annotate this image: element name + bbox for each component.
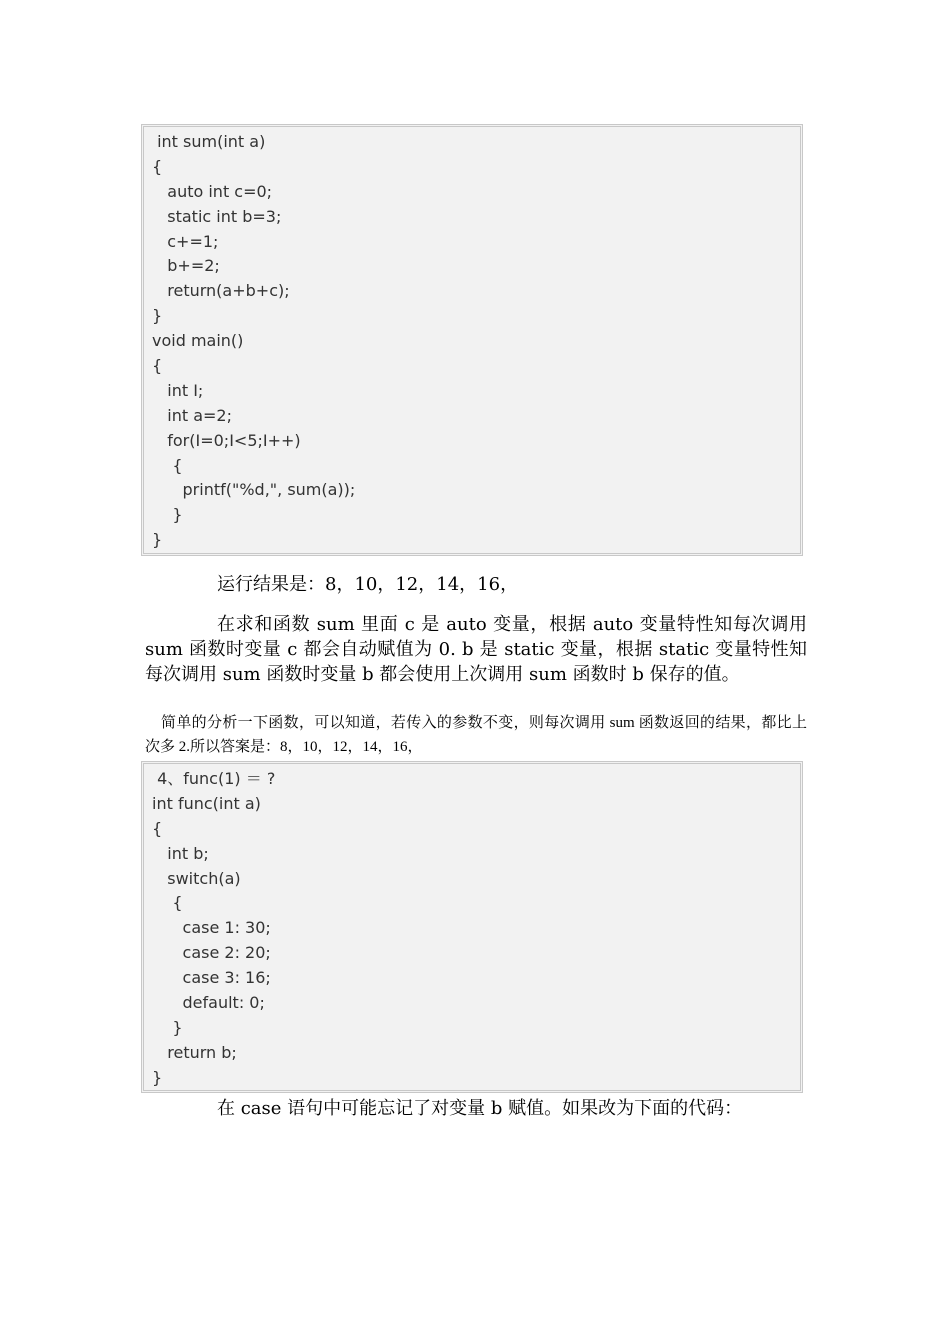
explanation-paragraph-summary: 简单的分析一下函数，可以知道，若传入的参数不变，则每次调用 sum 函数返回的结果，都比上次多 2.所以答案是：8，10，12，14，16， — [145, 715, 807, 755]
code-line: } — [152, 505, 183, 525]
code-line: } — [152, 1017, 183, 1037]
explanation-paragraph-auto-static: 在求和函数 sum 里面 c 是 auto 变量，根据 auto 变量特性知每次调用 sum 函数时变量 c 都会自动赋值为 0. b 是 static 变量，根据 static 变量特性知每次调用 sum 函数时变量 b 都会使用上次调用 sum 函数时 b 保存的值。 — [145, 614, 807, 685]
code-line: { — [152, 455, 183, 475]
code-line: static int b=3; — [152, 206, 282, 226]
code-line: auto int c=0; — [152, 181, 273, 201]
code-line: 4、func(1) ＝ ? — [152, 769, 276, 788]
code-line: case 1: 30; — [152, 918, 271, 938]
code-line: default: 0; — [152, 993, 265, 1013]
code-line: case 3: 16; — [152, 968, 271, 988]
code-line: return(a+b+c); — [152, 281, 290, 301]
code-line: int I; — [152, 380, 204, 400]
code-line: } — [152, 530, 163, 550]
code-line: b+=2; — [152, 256, 220, 276]
code-block-sum — [141, 124, 803, 556]
code-line: void main() — [152, 331, 244, 351]
code-line: { — [152, 156, 163, 176]
code-line: } — [152, 306, 163, 326]
result-paragraph: 运行结果是：8，10，12，14，16， — [217, 574, 519, 595]
code-line: } — [152, 1067, 163, 1087]
code-line: switch(a) — [152, 868, 241, 888]
code-line: int a=2; — [152, 405, 232, 425]
code-line: for(I=0;I<5;I++) — [152, 430, 301, 450]
code-line: { — [152, 818, 163, 838]
code-line: return b; — [152, 1042, 237, 1062]
code-line: { — [152, 356, 163, 376]
code-line: c+=1; — [152, 231, 219, 251]
explanation-paragraph-case: 在 case 语句中可能忘记了对变量 b 赋值。如果改为下面的代码： — [217, 1098, 743, 1119]
code-line: { — [152, 893, 183, 913]
code-line: int func(int a) — [152, 793, 261, 813]
code-line: int sum(int a) — [152, 132, 266, 151]
code-block-func — [141, 761, 803, 1093]
code-line: printf("%d,", sum(a)); — [152, 480, 356, 500]
code-line: case 2: 20; — [152, 943, 271, 963]
code-line: int b; — [152, 843, 209, 863]
